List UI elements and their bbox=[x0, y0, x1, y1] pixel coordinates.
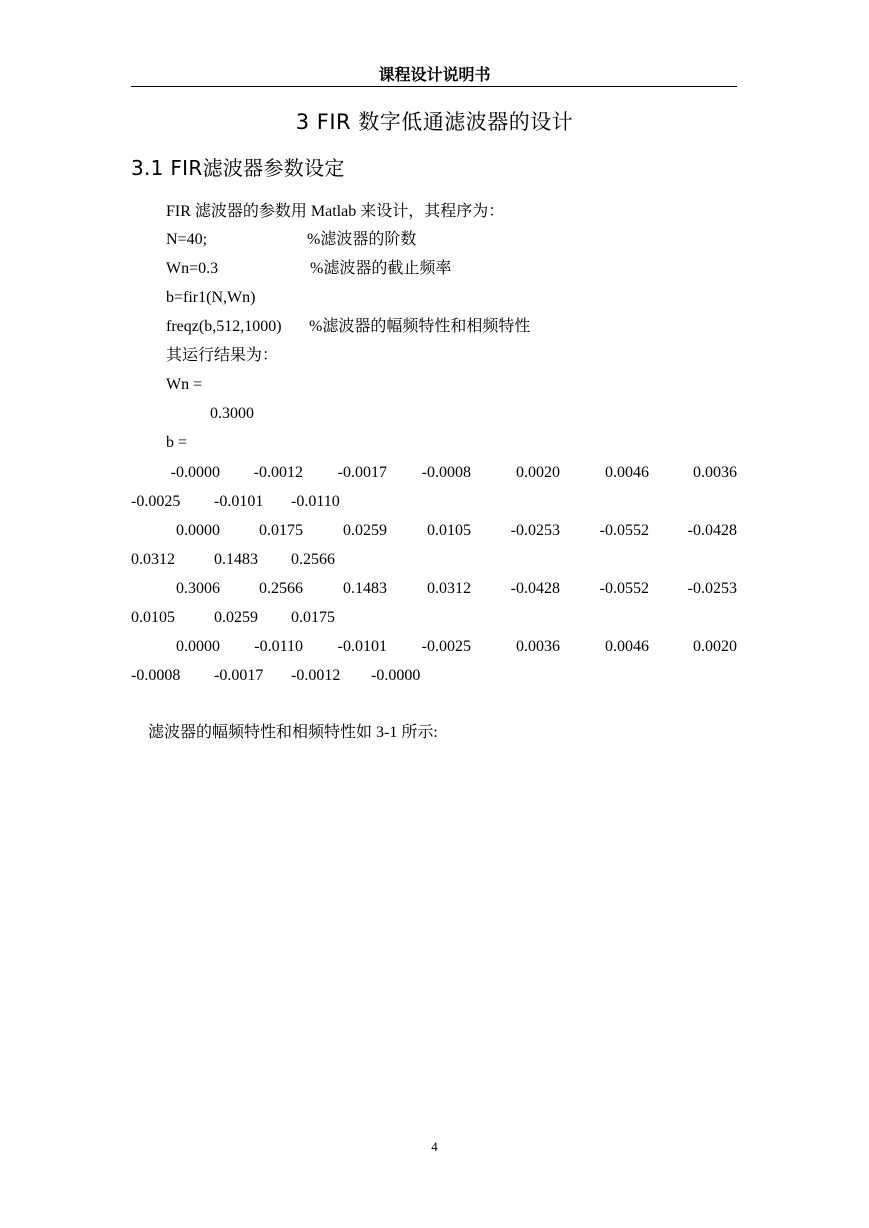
coefficient-value: 0.3006 bbox=[176, 580, 220, 597]
coefficient-value: -0.0110 bbox=[291, 493, 340, 510]
coefficient-value: 0.1483 bbox=[214, 551, 258, 568]
coefficient-value: -0.0000 bbox=[371, 667, 421, 684]
header-rule bbox=[131, 86, 737, 87]
code-line: N=40; bbox=[166, 231, 208, 248]
coefficient-value: -0.0000 bbox=[170, 464, 220, 481]
coefficient-value: 0.0259 bbox=[214, 609, 258, 626]
coefficient-value: -0.0017 bbox=[337, 464, 387, 481]
code-line: b=fir1(N,Wn) bbox=[166, 289, 256, 306]
chapter-title: 3 FIR 数字低通滤波器的设计 bbox=[295, 110, 574, 134]
figure-caption: 滤波器的幅频特性和相频特性如 3-1 所示: bbox=[148, 724, 438, 741]
code-line: freqz(b,512,1000) bbox=[166, 318, 282, 335]
coefficient-value: 0.0000 bbox=[176, 522, 220, 539]
page-number: 4 bbox=[431, 1139, 438, 1154]
b-label: b = bbox=[166, 434, 188, 451]
coefficient-value: -0.0025 bbox=[421, 638, 471, 655]
coefficient-value: 0.1483 bbox=[343, 580, 387, 597]
coefficient-value: -0.0101 bbox=[337, 638, 387, 655]
coefficient-value: -0.0017 bbox=[214, 667, 264, 684]
coefficient-value: -0.0552 bbox=[599, 522, 649, 539]
coefficient-value: 0.0036 bbox=[693, 464, 737, 481]
coefficient-value: -0.0101 bbox=[214, 493, 264, 510]
coefficient-value: 0.0175 bbox=[259, 522, 303, 539]
coefficient-value: 0.0036 bbox=[516, 638, 560, 655]
coefficient-value: -0.0008 bbox=[421, 464, 471, 481]
code-line: Wn=0.3 bbox=[166, 260, 219, 277]
coefficient-value: 0.0020 bbox=[516, 464, 560, 481]
coefficient-value: 0.0046 bbox=[605, 638, 649, 655]
wn-value: 0.3000 bbox=[210, 405, 254, 422]
coefficient-value: -0.0253 bbox=[687, 580, 737, 597]
coefficient-value: 0.2566 bbox=[291, 551, 335, 568]
coefficient-value: -0.0008 bbox=[131, 667, 181, 684]
coefficient-value: 0.0000 bbox=[176, 638, 220, 655]
result-intro: 其运行结果为： bbox=[166, 347, 279, 364]
wn-label: Wn = bbox=[166, 376, 203, 393]
coefficient-value: -0.0428 bbox=[687, 522, 737, 539]
coefficient-value: 0.0105 bbox=[131, 609, 175, 626]
coefficient-value: 0.0175 bbox=[291, 609, 335, 626]
coefficient-value: 0.0020 bbox=[693, 638, 737, 655]
coefficient-value: -0.0428 bbox=[510, 580, 560, 597]
coefficient-value: 0.0312 bbox=[131, 551, 175, 568]
coefficient-value: -0.0253 bbox=[510, 522, 560, 539]
coefficient-value: 0.0312 bbox=[427, 580, 471, 597]
coefficient-value: 0.0046 bbox=[605, 464, 649, 481]
code-comment: %滤波器的截止频率 bbox=[310, 260, 452, 277]
coefficient-value: -0.0025 bbox=[131, 493, 181, 510]
coefficient-value: -0.0110 bbox=[254, 638, 303, 655]
code-comment: %滤波器的阶数 bbox=[307, 231, 417, 248]
coefficient-value: 0.0259 bbox=[343, 522, 387, 539]
coefficient-value: -0.0552 bbox=[599, 580, 649, 597]
intro-text: FIR 滤波器的参数用 Matlab 来设计，其程序为： bbox=[166, 203, 505, 220]
coefficient-value: 0.0105 bbox=[427, 522, 471, 539]
coefficient-value: -0.0012 bbox=[253, 464, 303, 481]
code-comment: %滤波器的幅频特性和相频特性 bbox=[309, 318, 531, 335]
coefficient-value: 0.2566 bbox=[259, 580, 303, 597]
section-title: 3.1 FIR滤波器参数设定 bbox=[131, 156, 345, 180]
page-header-title: 课程设计说明书 bbox=[378, 65, 491, 84]
coefficient-value: -0.0012 bbox=[291, 667, 341, 684]
